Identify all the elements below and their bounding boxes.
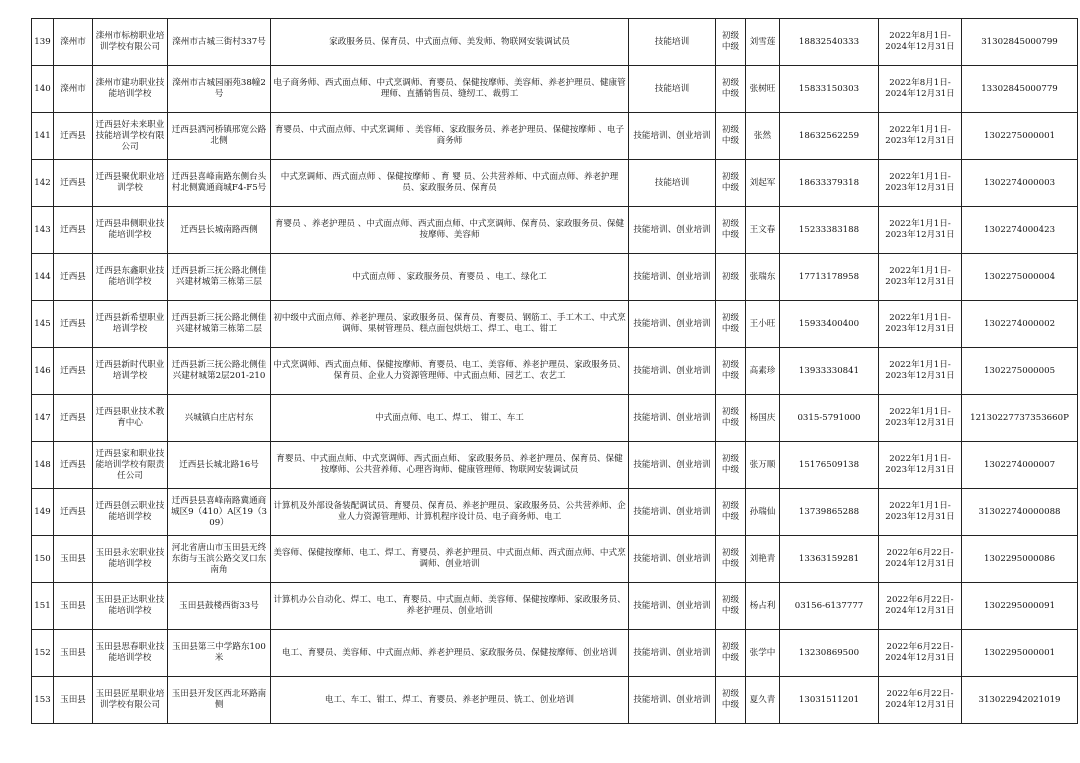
address-cell: 迁西县长城南路西侧	[168, 207, 271, 254]
validity-period-cell: 2022年1月1日- 2023年12月31日	[879, 442, 962, 489]
code-cell: 12130227737353660P	[962, 395, 1078, 442]
occupations-cell: 中式面点师 、家政服务员、育婴员 、电工、绿化工	[271, 254, 629, 301]
row-number: 153	[32, 677, 54, 724]
address-cell: 滦州市古城园丽苑38幢2号	[168, 66, 271, 113]
contact-person-cell: 张然	[746, 113, 780, 160]
county-cell: 迁西县	[54, 254, 93, 301]
address-cell: 玉田县鼓楼西街33号	[168, 583, 271, 630]
validity-period-cell: 2022年6月22日- 2024年12月31日	[879, 583, 962, 630]
table-body	[32, 19, 1078, 724]
phone-cell: 17713178958	[780, 254, 879, 301]
training-type-cell: 技能培训、创业培训	[629, 207, 716, 254]
county-cell: 迁西县	[54, 489, 93, 536]
training-type-cell: 技能培训、创业培训	[629, 677, 716, 724]
training-type-cell: 技能培训	[629, 19, 716, 66]
contact-person-cell: 张万顺	[746, 442, 780, 489]
county-cell: 迁西县	[54, 113, 93, 160]
phone-cell: 13363159281	[780, 536, 879, 583]
school-name-cell: 玉田县匠星职业培训学校有限公司	[93, 677, 168, 724]
training-type-cell: 技能培训、创业培训	[629, 583, 716, 630]
row-number: 140	[32, 66, 54, 113]
level-cell: 初级 中级	[716, 207, 746, 254]
address-cell: 迁西县县喜峰南路冀通商城区9（410）A区19（309）	[168, 489, 271, 536]
validity-period-cell: 2022年1月1日- 2023年12月31日	[879, 348, 962, 395]
contact-person-cell: 刘雪莲	[746, 19, 780, 66]
level-cell: 初级 中级	[716, 301, 746, 348]
code-cell: 31302845000799	[962, 19, 1078, 66]
phone-cell: 03156-6137777	[780, 583, 879, 630]
school-name-cell: 滦州市建功职业技能培训学校	[93, 66, 168, 113]
occupations-cell: 电子商务师、西式面点师、中式烹调师、育婴员、保健按摩师、美容师、养老护理员、健康管理师、直播销售员、缝纫工、裁剪工	[271, 66, 629, 113]
phone-cell: 18633379318	[780, 160, 879, 207]
occupations-cell: 中式烹调师、西式面点师、保健按摩师、育婴员、电工、美容师、养老护理员、家政服务员、保育员、企业人力资源管理师、中式面点师、园艺工、农艺工	[271, 348, 629, 395]
training-type-cell: 技能培训	[629, 160, 716, 207]
phone-cell: 15833150303	[780, 66, 879, 113]
level-cell: 初级 中级	[716, 160, 746, 207]
county-cell: 迁西县	[54, 301, 93, 348]
school-name-cell: 玉田县正达职业技能培训学校	[93, 583, 168, 630]
county-cell: 迁西县	[54, 207, 93, 254]
level-cell: 初级	[716, 254, 746, 301]
school-name-cell: 迁西县好未来职业技能培训学校有限公司	[93, 113, 168, 160]
table-row	[32, 583, 1078, 630]
training-type-cell: 技能培训、创业培训	[629, 254, 716, 301]
code-cell: 1302295000091	[962, 583, 1078, 630]
address-cell: 迁西县新三抚公路北侧佳兴建材城第三栋第三层	[168, 254, 271, 301]
occupations-cell: 电工、车工、钳工、焊工、育婴员、养老护理员、铣工、创业培训	[271, 677, 629, 724]
address-cell: 迁西县新三抚公路北侧佳兴建材城第2层201-210	[168, 348, 271, 395]
row-number: 151	[32, 583, 54, 630]
level-cell: 初级 中级	[716, 442, 746, 489]
training-type-cell: 技能培训、创业培训	[629, 630, 716, 677]
row-number: 149	[32, 489, 54, 536]
code-cell: 313022942021019	[962, 677, 1078, 724]
code-cell: 13302845000779	[962, 66, 1078, 113]
occupations-cell: 育婴员 、养老护理员 、中式面点师、西式面点师、中式烹调师、保育员、家政服务员、保健按摩师、美容师	[271, 207, 629, 254]
occupations-cell: 电工、育婴员、美容师、中式面点师、养老护理员、家政服务员、保健按摩师、创业培训	[271, 630, 629, 677]
level-cell: 初级 中级	[716, 113, 746, 160]
county-cell: 滦州市	[54, 66, 93, 113]
row-number: 150	[32, 536, 54, 583]
school-name-cell: 迁西县创云职业技能培训学校	[93, 489, 168, 536]
row-number: 148	[32, 442, 54, 489]
validity-period-cell: 2022年8月1日- 2024年12月31日	[879, 66, 962, 113]
occupations-cell: 育婴员、中式面点师、中式烹调师 、美容师、家政服务员、养老护理员、保健按摩师 、电子商务师	[271, 113, 629, 160]
school-name-cell: 玉田县永宏职业技能培训学校	[93, 536, 168, 583]
occupations-cell: 初中级中式面点师、养老护理员、家政服务员、保育员、育婴员、钢筋工、手工木工、中式烹调师、果树管理员、糕点面包烘焙工、焊工、电工、钳工	[271, 301, 629, 348]
table-row	[32, 207, 1078, 254]
contact-person-cell: 孙瑞仙	[746, 489, 780, 536]
validity-period-cell: 2022年1月1日- 2023年12月31日	[879, 113, 962, 160]
phone-cell: 18632562259	[780, 113, 879, 160]
training-type-cell: 技能培训、创业培训	[629, 442, 716, 489]
level-cell: 初级 中级	[716, 66, 746, 113]
address-cell: 迁西县喜峰南路东侧台头村北侧冀通商城F4-F5号	[168, 160, 271, 207]
address-cell: 玉田县第三中学路东100米	[168, 630, 271, 677]
county-cell: 玉田县	[54, 583, 93, 630]
occupations-cell: 美容师、保健按摩师、电工、焊工、育婴员、养老护理员、中式面点师、西式面点师、中式烹调师、创业培训	[271, 536, 629, 583]
training-type-cell: 技能培训、创业培训	[629, 489, 716, 536]
training-type-cell: 技能培训、创业培训	[629, 113, 716, 160]
training-institutions-table	[31, 18, 1078, 724]
contact-person-cell: 张瑞东	[746, 254, 780, 301]
training-type-cell: 技能培训	[629, 66, 716, 113]
phone-cell: 13230869500	[780, 630, 879, 677]
address-cell: 迁西县长城北路16号	[168, 442, 271, 489]
validity-period-cell: 2022年1月1日- 2023年12月31日	[879, 160, 962, 207]
level-cell: 初级 中级	[716, 348, 746, 395]
school-name-cell: 迁西县新时代职业培训学校	[93, 348, 168, 395]
level-cell: 初级 中级	[716, 630, 746, 677]
code-cell: 1302274000003	[962, 160, 1078, 207]
contact-person-cell: 高素珍	[746, 348, 780, 395]
validity-period-cell: 2022年6月22日- 2024年12月31日	[879, 536, 962, 583]
code-cell: 1302274000002	[962, 301, 1078, 348]
phone-cell: 13031511201	[780, 677, 879, 724]
contact-person-cell: 杨国庆	[746, 395, 780, 442]
validity-period-cell: 2022年1月1日- 2023年12月31日	[879, 489, 962, 536]
county-cell: 玉田县	[54, 677, 93, 724]
table-row	[32, 677, 1078, 724]
table-row	[32, 254, 1078, 301]
table-row	[32, 113, 1078, 160]
code-cell: 1302295000086	[962, 536, 1078, 583]
training-type-cell: 技能培训、创业培训	[629, 536, 716, 583]
phone-cell: 18832540333	[780, 19, 879, 66]
row-number: 145	[32, 301, 54, 348]
table-row	[32, 442, 1078, 489]
phone-cell: 0315-5791000	[780, 395, 879, 442]
phone-cell: 15233383188	[780, 207, 879, 254]
contact-person-cell: 杨占利	[746, 583, 780, 630]
code-cell: 1302275000001	[962, 113, 1078, 160]
occupations-cell: 中式面点师、电工、焊工、 钳工、车工	[271, 395, 629, 442]
county-cell: 玉田县	[54, 536, 93, 583]
row-number: 139	[32, 19, 54, 66]
code-cell: 313022740000088	[962, 489, 1078, 536]
address-cell: 滦州市古城三街村337号	[168, 19, 271, 66]
table-row	[32, 630, 1078, 677]
row-number: 141	[32, 113, 54, 160]
validity-period-cell: 2022年6月22日- 2024年12月31日	[879, 630, 962, 677]
code-cell: 1302275000005	[962, 348, 1078, 395]
contact-person-cell: 夏久青	[746, 677, 780, 724]
address-cell: 兴城镇白庄店村东	[168, 395, 271, 442]
school-name-cell: 迁西县职业技术教育中心	[93, 395, 168, 442]
training-type-cell: 技能培训、创业培训	[629, 395, 716, 442]
table-row	[32, 19, 1078, 66]
contact-person-cell: 刘艳青	[746, 536, 780, 583]
training-type-cell: 技能培训、创业培训	[629, 301, 716, 348]
county-cell: 玉田县	[54, 630, 93, 677]
contact-person-cell: 张树旺	[746, 66, 780, 113]
table-row	[32, 536, 1078, 583]
county-cell: 迁西县	[54, 442, 93, 489]
county-cell: 迁西县	[54, 348, 93, 395]
address-cell: 玉田县开发区西北环路南侧	[168, 677, 271, 724]
table-row	[32, 348, 1078, 395]
school-name-cell: 迁西县串侧职业技能培训学校	[93, 207, 168, 254]
phone-cell: 13933330841	[780, 348, 879, 395]
code-cell: 1302295000001	[962, 630, 1078, 677]
level-cell: 初级 中级	[716, 19, 746, 66]
row-number: 144	[32, 254, 54, 301]
row-number: 152	[32, 630, 54, 677]
level-cell: 初级 中级	[716, 395, 746, 442]
validity-period-cell: 2022年6月22日- 2024年12月31日	[879, 677, 962, 724]
address-cell: 迁西县新三抚公路北侧佳兴建材城第三栋第二层	[168, 301, 271, 348]
school-name-cell: 迁西县新希望职业培训学校	[93, 301, 168, 348]
validity-period-cell: 2022年1月1日- 2023年12月31日	[879, 207, 962, 254]
training-type-cell: 技能培训、创业培训	[629, 348, 716, 395]
school-name-cell: 迁西县聚优职业培训学校	[93, 160, 168, 207]
contact-person-cell: 王文春	[746, 207, 780, 254]
table-row	[32, 489, 1078, 536]
contact-person-cell: 张学中	[746, 630, 780, 677]
school-name-cell: 迁西县东鑫职业技能培训学校	[93, 254, 168, 301]
occupations-cell: 育婴员、中式面点师、中式烹调师、西式面点师、 家政服务员、养老护理员、保育员、保健按摩师、公共营养师、心理咨询师、健康管理师、物联网安装调试员	[271, 442, 629, 489]
level-cell: 初级 中级	[716, 489, 746, 536]
table-row	[32, 395, 1078, 442]
contact-person-cell: 王小旺	[746, 301, 780, 348]
phone-cell: 15933400400	[780, 301, 879, 348]
level-cell: 初级 中级	[716, 583, 746, 630]
occupations-cell: 计算机办公自动化、焊工、电工、育婴员、中式面点师、美容师、保健按摩师、家政服务员、养老护理员、创业培训	[271, 583, 629, 630]
table-row	[32, 301, 1078, 348]
school-name-cell: 玉田县思春职业技能培训学校	[93, 630, 168, 677]
school-name-cell: 滦州市标榜职业培训学校有限公司	[93, 19, 168, 66]
table-row	[32, 66, 1078, 113]
occupations-cell: 中式烹调师、西式面点师 、保健按摩师 、育 婴 员、公共营养师、中式面点师、养老护理员、家政服务员、保育员	[271, 160, 629, 207]
occupations-cell: 计算机及外部设备装配调试员、育婴员、保育员、养老护理员、家政服务员、公共营养师、企业人力资源管理师、计算机程序设计员、电子商务师、电工	[271, 489, 629, 536]
row-number: 146	[32, 348, 54, 395]
address-cell: 迁西县洒河桥镇邢宽公路北侧	[168, 113, 271, 160]
phone-cell: 13739865288	[780, 489, 879, 536]
county-cell: 滦州市	[54, 19, 93, 66]
phone-cell: 15176509138	[780, 442, 879, 489]
address-cell: 河北省唐山市玉田县无终东街与玉滨公路交叉口东南角	[168, 536, 271, 583]
county-cell: 迁西县	[54, 395, 93, 442]
level-cell: 初级 中级	[716, 536, 746, 583]
code-cell: 1302275000004	[962, 254, 1078, 301]
validity-period-cell: 2022年1月1日- 2023年12月31日	[879, 254, 962, 301]
school-name-cell: 迁西县家和职业技能培训学校有限责任公司	[93, 442, 168, 489]
occupations-cell: 家政服务员、保育员、中式面点师、美发师、物联网安装调试员	[271, 19, 629, 66]
contact-person-cell: 刘起军	[746, 160, 780, 207]
validity-period-cell: 2022年8月1日- 2024年12月31日	[879, 19, 962, 66]
row-number: 143	[32, 207, 54, 254]
row-number: 142	[32, 160, 54, 207]
code-cell: 1302274000423	[962, 207, 1078, 254]
validity-period-cell: 2022年1月1日- 2023年12月31日	[879, 301, 962, 348]
level-cell: 初级 中级	[716, 677, 746, 724]
validity-period-cell: 2022年1月1日- 2023年12月31日	[879, 395, 962, 442]
county-cell: 迁西县	[54, 160, 93, 207]
code-cell: 1302274000007	[962, 442, 1078, 489]
row-number: 147	[32, 395, 54, 442]
table-row	[32, 160, 1078, 207]
